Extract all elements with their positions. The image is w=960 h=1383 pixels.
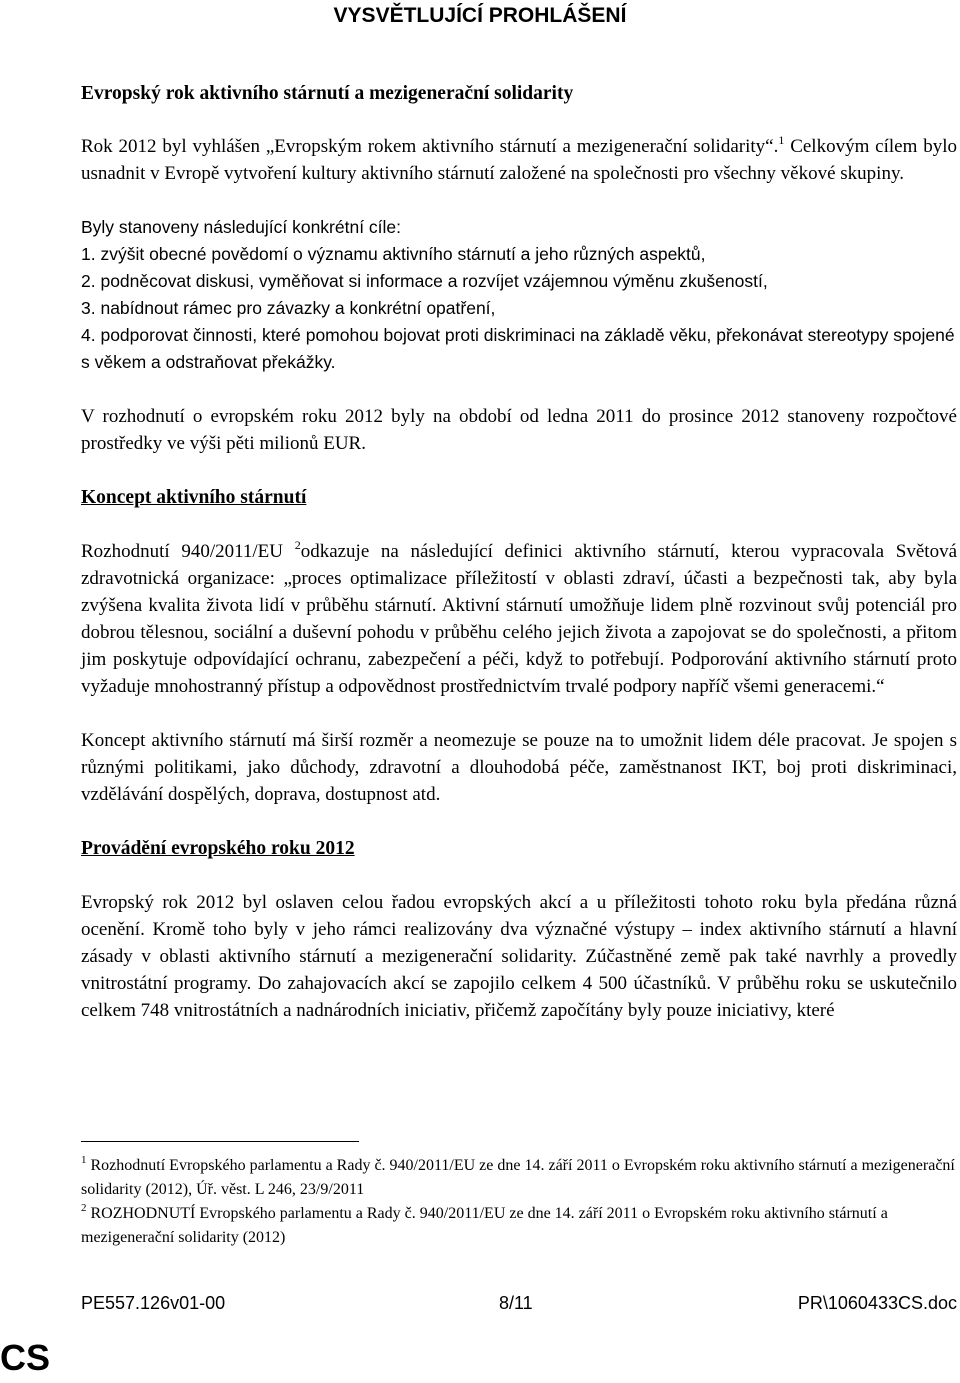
goal-item-4: 4. podporovat činnosti, které pomohou bojovat proti diskriminaci na základě věku, překonávat stereotypy spojené s věkem a odstraňovat překážky. — [81, 325, 955, 372]
page-footer — [81, 1293, 957, 1317]
section-heading-european-year: Evropský rok aktivního stárnutí a mezigenerační solidarity — [81, 83, 574, 104]
page-number: 8/11 — [499, 1293, 533, 1313]
language-code: CS — [0, 1337, 51, 1378]
concept-scope-paragraph: Koncept aktivního stárnutí má širší rozměr a neomezuje se pouze na to umožnit lidem déle pracovat. Je spojen s různými politikami, jako důchody, zdravotní a dlouhodobá péče, zaměstnanost IKT, boj proti diskriminaci, vzdělávání dospělých, doprava, dostupnost atd. — [81, 730, 957, 805]
goal-item-1: 1. zvýšit obecné povědomí o významu aktivního stárnutí a jeho různých aspektů, — [81, 244, 706, 264]
footnote-ref-2[interactable]: 2 — [294, 538, 301, 552]
implementation-paragraph: Evropský rok 2012 byl oslaven celou řadou evropských akcí a u příležitosti tohoto roku byla předána různá ocenění. Kromě toho byly v jeho rámci realizovány dva význačné výstupy – index aktivního stárnutí a hlavní zásady v oblasti aktivního stárnutí a mezigenerační solidarity. Zúčastněné země pak také navrhly a provedly vnitrostátní programy. Do zahajovacích akcí se zapojilo celkem 4 500 účastníků. V průběhu roku se uskutečnilo celkem 748 vnitrostátních a nadnárodních iniciativ, přičemž započítány byly pouze iniciativy, které — [81, 892, 957, 1021]
goals-intro: Byly stanoveny následující konkrétní cíle: — [81, 217, 402, 237]
footnote-1 — [81, 1154, 957, 1202]
decision-text: Rozhodnutí 940/2011/EU — [81, 541, 295, 562]
section-heading-implementation: Provádění evropského roku 2012 — [81, 838, 355, 859]
goal-item-3: 3. nabídnout rámec pro závazky a konkrétní opatření, — [81, 298, 496, 318]
document-reference: PE557.126v01-00 — [81, 1293, 226, 1313]
goal-text: Celkovým cílem bylo usnadnit v Evropě vytvoření kultury aktivního stárnutí založené na společnosti pro všechny věkové skupiny. — [81, 136, 958, 184]
definition-text: odkazuje na následující definici aktivního stárnutí, kterou vypracovala Světová zdravotnická organizace: „proces optimalizace příležitostí v oblasti zdraví, účasti a bezpečnosti tak, aby byla zvýšena kvalita života lidí v průběhu stárnutí. Aktivní stárnutí umožňuje lidem plně rozvinout svůj potenciál pro dobrou tělesnou, sociální a duševní pohodu v průběhu celého jejich života a zapojovat se do společnosti, a přitom jim poskytuje odpovídající ochranu, zabezpečení a péči, když to potřebují. Podporování aktivního stárnutí proto vyžaduje mnohostranný přístup a odpovědnost prostřednictvím trvalé podpory napříč všemi generacemi.“ — [81, 541, 957, 697]
goal-item-2: 2. podněcovat diskusi, vyměňovat si informace a rozvíjet vzájemnou výměnu zkušeností, — [81, 271, 768, 291]
footnote-separator — [81, 1141, 359, 1142]
footnote-text: Rozhodnutí Evropského parlamentu a Rady č. 940/2011/EU ze dne 14. září 2011 o Evropském roku aktivního stárnutí a mezigenerační solidarity (2012), Úř. věst. L 246, 23/9/2011 — [81, 1157, 955, 1198]
intro-text: Rok 2012 byl vyhlášen „Evropským rokem aktivního stárnutí a mezigenerační solidarity“. — [81, 136, 779, 157]
document-title: VYSVĚTLUJÍCÍ PROHLÁŠENÍ — [333, 4, 627, 27]
definition-paragraph — [81, 538, 957, 700]
footnote-ref-1[interactable]: 1 — [778, 133, 785, 147]
footnote-2 — [81, 1202, 957, 1250]
section-heading-active-ageing-concept: Koncept aktivního stárnutí — [81, 487, 307, 508]
footnote-text: ROZHODNUTÍ Evropského parlamentu a Rady č. 940/2011/EU ze dne 14. září 2011 o Evropském roku aktivního stárnutí a mezigenerační solidarity (2012) — [81, 1205, 888, 1246]
file-name: PR\1060433CS.doc — [797, 1293, 957, 1313]
intro-paragraph — [81, 133, 957, 187]
footnote-number: 1 — [81, 1154, 87, 1166]
goals-block — [81, 214, 957, 376]
budget-paragraph: V rozhodnutí o evropském roku 2012 byly na období od ledna 2011 do prosince 2012 stanoveny rozpočtové prostředky ve výši pěti milionů EUR. — [81, 406, 957, 454]
footnote-number: 2 — [81, 1202, 87, 1214]
document-body — [81, 80, 957, 1024]
footnotes — [81, 1154, 957, 1250]
